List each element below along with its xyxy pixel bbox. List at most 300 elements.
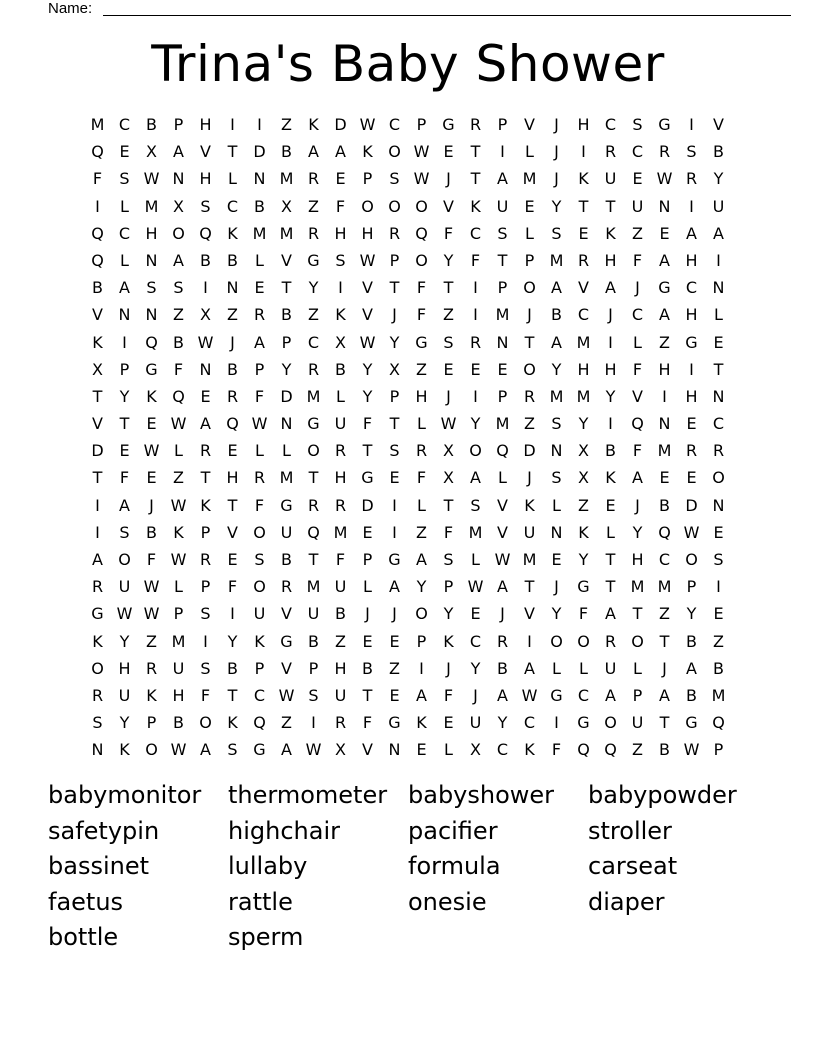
grid-letter: B [146, 522, 157, 542]
grid-letter: K [524, 740, 535, 760]
grid-letter: Z [389, 658, 400, 678]
grid-letter: R [199, 441, 212, 461]
grid-letter: O [388, 196, 401, 216]
grid-letter: G [577, 713, 590, 733]
grid-letter: J [608, 305, 613, 325]
grid-letter: W [278, 685, 295, 705]
grid-letter: J [635, 495, 640, 515]
grid-letter: P [362, 169, 373, 189]
grid-letter: Y [632, 522, 643, 542]
grid-letter: J [554, 115, 559, 134]
grid-letter: N [550, 522, 563, 542]
grid-letter: S [632, 115, 643, 134]
grid-letter: P [497, 278, 508, 298]
grid-letter: U [496, 196, 509, 216]
grid-letter: X [335, 332, 346, 352]
grid-letter: N [388, 740, 401, 760]
grid-letter: F [173, 359, 184, 379]
grid-letter: U [307, 604, 320, 624]
grid-letter: P [200, 577, 211, 597]
grid-letter: F [146, 550, 157, 569]
grid-letter: K [119, 740, 130, 760]
grid-letter: Y [389, 332, 400, 352]
grid-letter: J [230, 332, 235, 352]
word-item: bassinet [48, 852, 150, 881]
grid-letter: Z [173, 305, 184, 325]
grid-letter: H [199, 115, 212, 134]
grid-letter: C [577, 685, 590, 705]
grid-letter: X [92, 359, 103, 379]
grid-letter: S [443, 550, 454, 569]
grid-letter: J [662, 658, 667, 678]
grid-letter: E [146, 414, 157, 434]
grid-letter: K [578, 522, 589, 542]
grid-letter: F [470, 250, 481, 270]
word-item: onesie [408, 887, 487, 916]
grid-letter: E [470, 359, 481, 379]
grid-letter: V [281, 658, 292, 678]
grid-letter: V [281, 250, 292, 270]
grid-letter: A [686, 658, 697, 678]
grid-letter: A [92, 550, 103, 569]
grid-letter: N [658, 196, 671, 216]
grid-letter: E [389, 631, 400, 651]
grid-letter: P [173, 115, 184, 134]
grid-letter: N [91, 740, 104, 760]
grid-letter: B [281, 305, 292, 325]
grid-letter: H [685, 386, 698, 406]
grid-letter: S [119, 169, 130, 189]
grid-letter: J [392, 604, 397, 624]
grid-letter: I [473, 305, 478, 325]
grid-letter: L [120, 196, 129, 216]
grid-letter: H [172, 685, 185, 705]
grid-letter: B [335, 604, 346, 624]
grid-letter: H [577, 359, 590, 379]
grid-letter: R [415, 441, 428, 461]
grid-letter: B [659, 740, 670, 760]
grid-row [84, 573, 732, 600]
grid-letter: Q [91, 142, 104, 162]
grid-letter: V [524, 604, 535, 624]
grid-letter: G [550, 685, 563, 705]
grid-letter: A [200, 414, 211, 434]
grid-letter: A [416, 550, 427, 569]
grid-letter: R [496, 631, 509, 651]
grid-letter: L [579, 658, 588, 678]
grid-letter: A [551, 278, 562, 298]
grid-letter: K [605, 468, 616, 488]
grid-letter: B [227, 359, 238, 379]
grid-letter: P [281, 332, 292, 352]
grid-letter: I [230, 115, 235, 134]
grid-letter: B [146, 115, 157, 134]
grid-letter: A [659, 305, 670, 325]
grid-letter: Y [119, 386, 130, 406]
grid-letter: M [306, 577, 321, 597]
grid-letter: R [658, 142, 671, 162]
grid-letter: J [554, 142, 559, 162]
grid-letter: M [252, 223, 267, 243]
grid-row [84, 193, 732, 220]
grid-letter: Y [605, 386, 616, 406]
grid-letter: L [174, 577, 183, 597]
grid-letter: V [281, 604, 292, 624]
grid-letter: P [416, 631, 427, 651]
grid-letter: T [308, 550, 319, 569]
grid-row [84, 247, 732, 274]
grid-letter: W [143, 577, 160, 597]
grid-letter: O [253, 577, 266, 597]
grid-letter: O [685, 550, 698, 569]
grid-letter: Z [173, 468, 184, 488]
grid-letter: X [173, 196, 184, 216]
grid-row [84, 383, 732, 410]
grid-letter: Y [551, 359, 562, 379]
grid-letter: S [173, 278, 184, 298]
grid-letter: W [170, 740, 187, 760]
grid-letter: K [362, 142, 373, 162]
grid-letter: F [335, 550, 346, 569]
grid-letter: X [470, 740, 481, 760]
grid-letter: D [253, 142, 266, 162]
grid-letter: E [659, 223, 670, 243]
grid-letter: U [469, 713, 482, 733]
grid-letter: P [362, 550, 373, 569]
grid-letter: K [254, 631, 265, 651]
grid-letter: R [685, 441, 698, 461]
grid-letter: L [552, 495, 561, 515]
grid-letter: F [254, 386, 265, 406]
grid-letter: F [551, 740, 562, 760]
grid-letter: J [554, 577, 559, 597]
grid-letter: W [413, 142, 430, 162]
grid-letter: X [281, 196, 292, 216]
grid-letter: S [686, 142, 697, 162]
grid-letter: V [227, 522, 238, 542]
grid-letter: U [712, 196, 725, 216]
grid-letter: S [443, 332, 454, 352]
grid-letter: S [389, 169, 400, 189]
grid-letter: L [714, 305, 723, 325]
word-item: babymonitor [48, 781, 202, 809]
grid-letter: L [633, 658, 642, 678]
grid-letter: O [523, 278, 536, 298]
grid-letter: M [171, 631, 186, 651]
grid-letter: Y [227, 631, 238, 651]
grid-letter: T [605, 196, 616, 216]
grid-letter: T [524, 577, 535, 597]
grid-letter: Z [524, 414, 535, 434]
grid-letter: E [335, 169, 346, 189]
grid-letter: I [689, 359, 694, 379]
grid-letter: T [470, 142, 481, 162]
grid-letter: I [95, 495, 100, 515]
grid-letter: A [308, 142, 319, 162]
grid-letter: I [689, 115, 694, 134]
grid-letter: C [604, 115, 617, 134]
grid-letter: B [173, 713, 184, 733]
word-item: faetus [48, 887, 124, 916]
grid-letter: S [254, 550, 265, 569]
grid-letter: M [279, 169, 294, 189]
grid-letter: L [120, 250, 129, 270]
grid-letter: V [632, 386, 643, 406]
grid-letter: M [549, 250, 564, 270]
grid-letter: B [659, 495, 670, 515]
grid-letter: A [200, 740, 211, 760]
grid-letter: J [392, 305, 397, 325]
grid-letter: O [307, 441, 320, 461]
grid-letter: G [658, 115, 671, 134]
grid-letter: Y [578, 550, 589, 569]
grid-letter: T [119, 414, 130, 434]
grid-letter: H [577, 115, 590, 134]
grid-letter: L [255, 441, 264, 461]
grid-letter: Z [443, 305, 454, 325]
grid-letter: C [658, 550, 671, 569]
grid-letter: T [362, 441, 373, 461]
grid-letter: X [443, 468, 454, 488]
grid-letter: F [200, 685, 211, 705]
grid-letter: Z [308, 196, 319, 216]
grid-letter: C [469, 223, 482, 243]
grid-letter: C [712, 414, 725, 434]
grid-letter: P [416, 115, 427, 134]
grid-letter: F [632, 250, 643, 270]
grid-letter: W [683, 522, 700, 542]
grid-letter: T [659, 713, 670, 733]
grid-letter: T [713, 359, 724, 379]
word-item: safetypin [48, 816, 160, 845]
grid-letter: R [604, 631, 617, 651]
grid-letter: G [253, 740, 266, 760]
grid-letter: M [576, 332, 591, 352]
grid-letter: Q [226, 414, 239, 434]
grid-letter: W [683, 740, 700, 760]
grid-letter: A [119, 495, 130, 515]
grid-letter: S [551, 223, 562, 243]
grid-letter: S [551, 414, 562, 434]
word-item: babypowder [588, 781, 737, 809]
grid-letter: L [498, 468, 507, 488]
grid-letter: J [500, 604, 505, 624]
grid-letter: S [497, 223, 508, 243]
grid-row [84, 111, 732, 138]
grid-letter: H [631, 550, 644, 569]
grid-letter: F [335, 196, 346, 216]
grid-letter: F [416, 468, 427, 488]
grid-letter: E [551, 550, 562, 569]
grid-letter: P [254, 658, 265, 678]
grid-letter: S [92, 713, 103, 733]
word-item: lullaby [228, 852, 308, 881]
grid-letter: K [146, 386, 157, 406]
grid-letter: O [415, 250, 428, 270]
grid-letter: E [578, 223, 589, 243]
grid-letter: E [470, 604, 481, 624]
grid-letter: P [173, 604, 184, 624]
grid-letter: N [199, 359, 212, 379]
grid-letter: H [199, 169, 212, 189]
grid-letter: U [631, 713, 644, 733]
grid-letter: R [604, 142, 617, 162]
grid-letter: M [279, 468, 294, 488]
grid-letter: A [173, 250, 184, 270]
grid-letter: P [686, 577, 697, 597]
grid-letter: R [523, 386, 536, 406]
grid-letter: N [253, 169, 266, 189]
grid-letter: G [388, 713, 401, 733]
grid-letter: P [713, 740, 724, 760]
grid-letter: P [524, 250, 535, 270]
grid-letter: I [257, 115, 262, 134]
name-label: Name: [48, 0, 93, 17]
grid-letter: G [280, 495, 293, 515]
grid-letter: E [686, 468, 697, 488]
grid-letter: M [630, 577, 645, 597]
grid-letter: M [549, 386, 564, 406]
grid-letter: U [172, 658, 185, 678]
grid-letter: X [389, 359, 400, 379]
grid-letter: V [497, 495, 508, 515]
grid-letter: T [227, 685, 238, 705]
grid-letter: O [469, 441, 482, 461]
grid-row [84, 329, 732, 356]
grid-letter: Y [308, 278, 319, 298]
grid-letter: E [659, 468, 670, 488]
grid-letter: R [307, 223, 320, 243]
grid-letter: F [92, 169, 103, 189]
grid-letter: Z [578, 495, 589, 515]
grid-letter: C [388, 115, 401, 134]
grid-letter: E [389, 685, 400, 705]
grid-letter: T [389, 414, 400, 434]
grid-letter: F [227, 577, 238, 597]
grid-letter: R [469, 332, 482, 352]
grid-letter: A [659, 685, 670, 705]
grid-letter: Q [658, 522, 671, 542]
letter-grid [84, 111, 732, 764]
grid-letter: D [91, 441, 104, 461]
grid-letter: I [419, 658, 424, 678]
grid-letter: W [197, 332, 214, 352]
grid-letter: I [338, 278, 343, 298]
grid-letter: O [415, 604, 428, 624]
grid-letter: Q [145, 332, 158, 352]
grid-letter: B [92, 278, 103, 298]
grid-letter: M [711, 685, 726, 705]
grid-letter: C [118, 115, 131, 134]
grid-letter: U [604, 169, 617, 189]
grid-letter: Y [119, 713, 130, 733]
grid-letter: V [92, 305, 103, 325]
grid-row [84, 138, 732, 165]
grid-letter: I [662, 386, 667, 406]
grid-letter: K [605, 223, 616, 243]
grid-letter: G [280, 631, 293, 651]
grid-letter: R [469, 115, 482, 134]
grid-letter: L [444, 740, 453, 760]
grid-letter: P [497, 386, 508, 406]
grid-letter: I [608, 414, 613, 434]
grid-letter: P [497, 115, 508, 134]
word-item: stroller [588, 816, 672, 845]
grid-letter: E [227, 550, 238, 569]
grid-letter: A [119, 278, 130, 298]
grid-letter: V [497, 522, 508, 542]
grid-letter: R [388, 223, 401, 243]
grid-letter: C [469, 631, 482, 651]
grid-letter: F [254, 495, 265, 515]
grid-letter: Y [443, 250, 454, 270]
grid-letter: W [143, 441, 160, 461]
grid-letter: K [335, 305, 346, 325]
grid-letter: X [578, 468, 589, 488]
grid-letter: F [632, 359, 643, 379]
grid-letter: S [227, 740, 238, 760]
grid-letter: Z [659, 332, 670, 352]
grid-letter: D [361, 495, 374, 515]
grid-letter: B [308, 631, 319, 651]
grid-letter: F [443, 685, 454, 705]
grid-letter: D [280, 386, 293, 406]
grid-letter: I [95, 196, 100, 216]
grid-letter: L [174, 441, 183, 461]
grid-letter: G [91, 604, 104, 624]
grid-letter: Q [415, 223, 428, 243]
grid-letter: Q [496, 441, 509, 461]
grid-letter: Z [335, 631, 346, 651]
grid-letter: L [255, 250, 264, 270]
grid-letter: Z [632, 223, 643, 243]
grid-letter: A [605, 685, 616, 705]
grid-letter: J [554, 169, 559, 189]
grid-letter: T [92, 386, 103, 406]
grid-letter: Z [308, 305, 319, 325]
grid-letter: Y [362, 386, 373, 406]
grid-letter: T [200, 468, 211, 488]
grid-letter: E [227, 441, 238, 461]
grid-letter: L [417, 495, 426, 515]
grid-letter: B [281, 550, 292, 569]
grid-letter: O [172, 223, 185, 243]
grid-letter: J [527, 305, 532, 325]
grid-letter: L [552, 658, 561, 678]
grid-letter: O [604, 713, 617, 733]
grid-letter: Q [577, 740, 590, 760]
grid-letter: B [605, 441, 616, 461]
grid-letter: L [633, 332, 642, 352]
grid-letter: I [716, 250, 721, 270]
grid-letter: U [334, 414, 347, 434]
grid-letter: H [685, 305, 698, 325]
grid-letter: N [280, 414, 293, 434]
grid-letter: T [443, 495, 454, 515]
grid-letter: Y [497, 713, 508, 733]
grid-letter: T [524, 332, 535, 352]
grid-letter: P [443, 577, 454, 597]
grid-letter: N [145, 250, 158, 270]
grid-letter: R [91, 577, 104, 597]
grid-letter: Y [281, 359, 292, 379]
grid-letter: W [116, 604, 133, 624]
grid-letter: C [307, 332, 320, 352]
grid-letter: H [334, 658, 347, 678]
grid-letter: E [713, 604, 724, 624]
grid-letter: T [470, 169, 481, 189]
grid-letter: U [118, 577, 131, 597]
